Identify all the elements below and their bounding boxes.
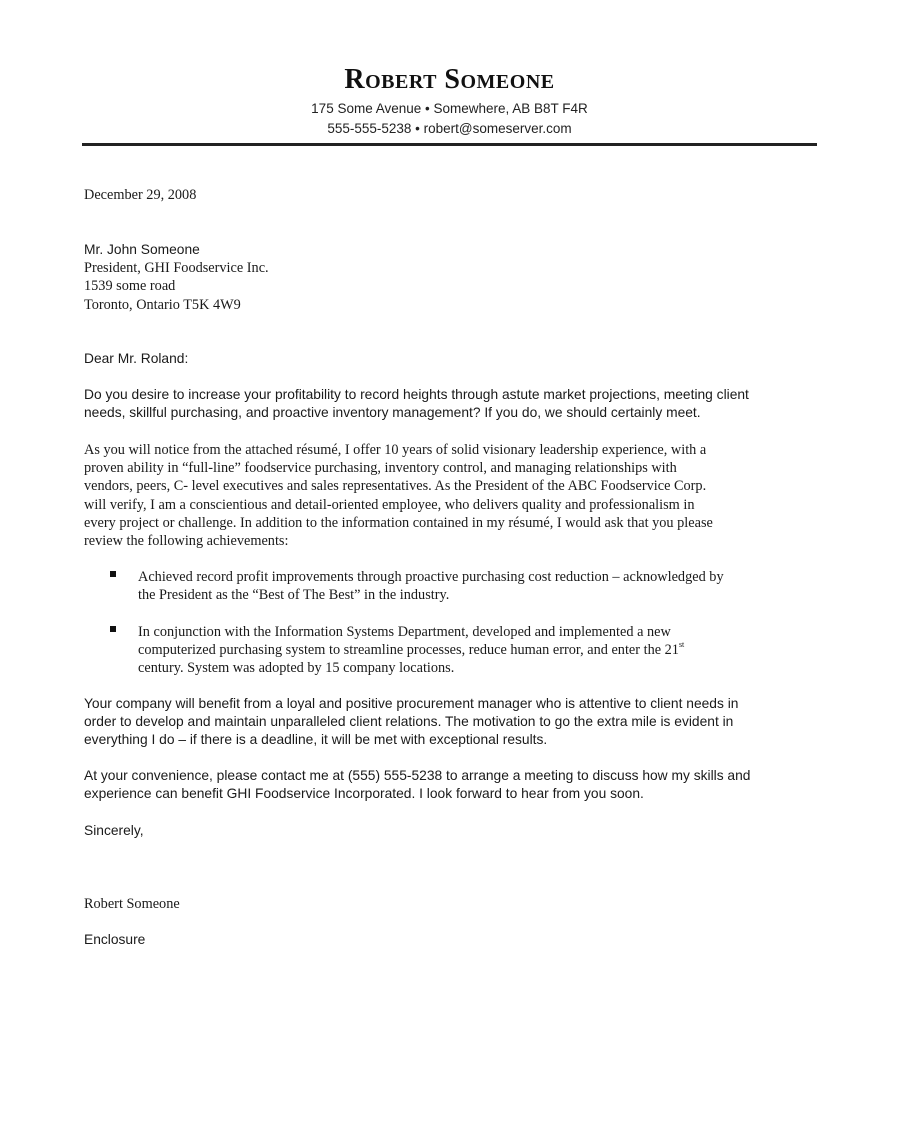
paragraph-line: everything I do – if there is a deadline, it will be met with exceptional results.: [84, 732, 548, 748]
salutation: Dear Mr. Roland:: [84, 351, 189, 366]
recipient-street: 1539 some road: [84, 278, 176, 295]
paragraph-line: will verify, I am a conscientious and detail-oriented employee, who delivers quality and professionalism in: [84, 496, 695, 513]
bullet-square-icon: [110, 571, 116, 577]
paragraph-line: every project or challenge. In addition to the information contained in my résumé, I would ask that you please: [84, 514, 713, 531]
paragraph-line: At your convenience, please contact me at (555) 555-5238 to arrange a meeting to discuss how my skills and: [84, 768, 751, 783]
paragraph-line: order to develop and maintain unparalleled client relations. The motivation to go the extra mile is evident in: [84, 714, 734, 730]
paragraph-line: experience can benefit GHI Foodservice Incorporated. I look forward to hear from you soon.: [84, 786, 644, 802]
sender-name: Robert Someone: [344, 64, 555, 95]
paragraph-line: needs, skillful purchasing, and proactive inventory management? If you do, we should certainly meet.: [84, 405, 701, 421]
paragraph-line: review the following achievements:: [84, 533, 289, 550]
paragraph-1: [84, 386, 814, 422]
paragraph-line: proven ability in “full-line” foodservice purchasing, inventory control, and managing relationships with: [84, 460, 677, 477]
signature-name: Robert Someone: [84, 896, 180, 912]
bullet-line: In conjunction with the Information Systems Department, developed and implemented a new: [138, 624, 671, 640]
sender-contact: 555-555-5238 • robert@someserver.com: [327, 121, 572, 136]
bullet-line-text: computerized purchasing system to streamline processes, reduce human error, and enter the 21: [138, 642, 679, 659]
paragraph-line: As you will notice from the attached résumé, I offer 10 years of solid visionary leadership experience, with a: [84, 442, 707, 458]
bullet-line: the President as the “Best of The Best” in the industry.: [138, 587, 450, 604]
paragraph-line: Your company will benefit from a loyal and positive procurement manager who is attentive to client needs in: [84, 696, 739, 711]
header-divider: [82, 143, 817, 146]
bullet-line: [138, 641, 828, 659]
sender-address: 175 Some Avenue • Somewhere, AB B8T F4R: [311, 101, 588, 116]
closing: Sincerely,: [84, 823, 144, 838]
recipient-block: [84, 241, 814, 314]
paragraph-3: [84, 695, 814, 750]
recipient-name: Mr. John Someone: [84, 242, 200, 257]
paragraph-line: vendors, peers, C- level executives and sales representatives. As the President of the ABC Foodservice Corp.: [84, 478, 707, 495]
recipient-title: President, GHI Foodservice Inc.: [84, 260, 269, 277]
bullet-square-icon: [110, 626, 116, 632]
paragraph-4: [84, 767, 814, 803]
enclosure-note: Enclosure: [84, 932, 146, 947]
bullet-line: century. System was adopted by 15 company locations.: [138, 660, 455, 677]
paragraph-2: [84, 441, 814, 550]
ordinal-suffix: st: [678, 640, 685, 650]
paragraph-line: Do you desire to increase your profitability to record heights through astute market projections, meeting client: [84, 387, 749, 402]
letter-date: December 29, 2008: [84, 187, 197, 203]
bullet-line: Achieved record profit improvements through proactive purchasing cost reduction – acknowledged by: [138, 569, 724, 585]
recipient-city: Toronto, Ontario T5K 4W9: [84, 296, 241, 313]
